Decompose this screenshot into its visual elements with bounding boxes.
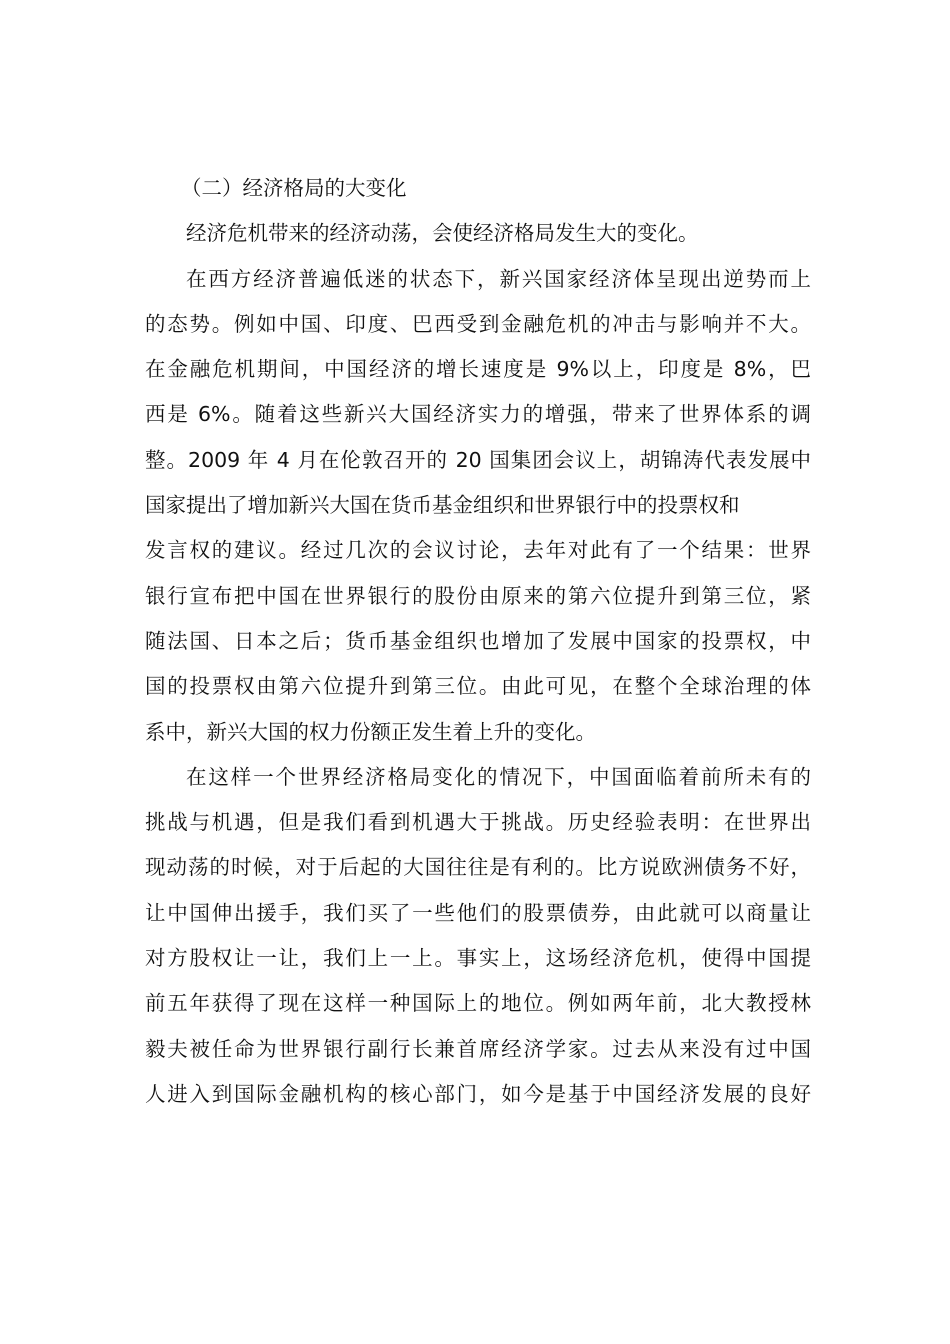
paragraph-2-line-9: 随法国、日本之后；货币基金组织也增加了发展中国家的投票权，中 bbox=[145, 628, 811, 653]
paragraph-2-line-11: 系中，新兴大国的权力份额正发生着上升的变化。 bbox=[145, 719, 596, 744]
paragraph-3-line-8: 人进入到国际金融机构的核心部门，如今是基于中国经济发展的良好 bbox=[145, 1081, 811, 1106]
paragraph-2-line-2: 的态势。例如中国、印度、巴西受到金融危机的冲击与影响并不大。 bbox=[145, 311, 811, 336]
paragraph-3-line-1: 在这样一个世界经济格局变化的情况下，中国面临着前所未有的 bbox=[186, 764, 811, 789]
paragraph-3-line-4: 让中国伸出援手，我们买了一些他们的股票债券，由此就可以商量让 bbox=[145, 900, 811, 925]
section-heading: （二）经济格局的大变化 bbox=[181, 176, 407, 200]
paragraph-3-line-5: 对方股权让一让，我们上一上。事实上，这场经济危机，使得中国提 bbox=[145, 946, 811, 971]
paragraph-2-line-5: 整。2009 年 4 月在伦敦召开的 20 国集团会议上，胡锦涛代表发展中 bbox=[145, 447, 811, 472]
paragraph-3-line-7: 毅夫被任命为世界银行副行长兼首席经济学家。过去从来没有过中国 bbox=[145, 1036, 811, 1061]
paragraph-2-line-4: 西是 6%。随着这些新兴大国经济实力的增强，带来了世界体系的调 bbox=[145, 402, 811, 427]
paragraph-2-line-8: 银行宣布把中国在世界银行的股份由原来的第六位提升到第三位，紧 bbox=[145, 583, 811, 608]
paragraph-3-line-2: 挑战与机遇，但是我们看到机遇大于挑战。历史经验表明：在世界出 bbox=[145, 810, 811, 835]
paragraph-2-line-3: 在金融危机期间，中国经济的增长速度是 9%以上，印度是 8%，巴 bbox=[145, 357, 811, 382]
paragraph-2-line-7: 发言权的建议。经过几次的会议讨论，去年对此有了一个结果：世界 bbox=[145, 538, 811, 563]
paragraph-3-line-6: 前五年获得了现在这样一种国际上的地位。例如两年前，北大教授林 bbox=[145, 991, 811, 1016]
paragraph-2-line-6: 国家提出了增加新兴大国在货币基金组织和世界银行中的投票权和 bbox=[145, 493, 740, 518]
paragraph-2-line-10: 国的投票权由第六位提升到第三位。由此可见，在整个全球治理的体 bbox=[145, 674, 811, 699]
paragraph-3-line-3: 现动荡的时候，对于后起的大国往往是有利的。比方说欧洲债务不好， bbox=[145, 855, 811, 880]
paragraph-1-line-1: 经济危机带来的经济动荡，会使经济格局发生大的变化。 bbox=[186, 221, 699, 246]
paragraph-2-line-1: 在西方经济普遍低迷的状态下，新兴国家经济体呈现出逆势而上 bbox=[186, 266, 811, 291]
document-body bbox=[145, 166, 811, 1117]
